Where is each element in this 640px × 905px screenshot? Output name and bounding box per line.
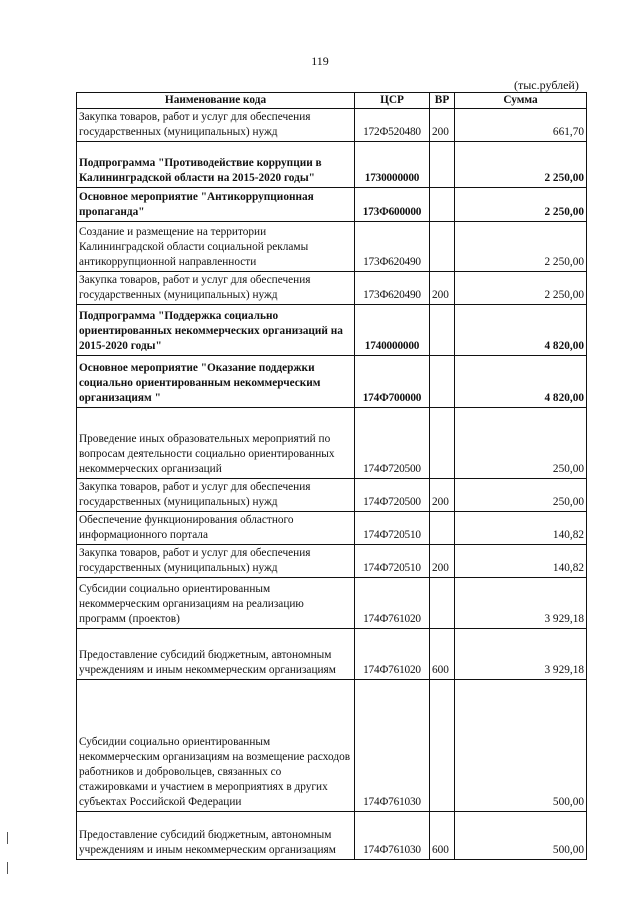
cell-name: Основное мероприятие "Оказание поддержки социально ориентированным некоммерческим организациям " — [77, 356, 355, 408]
cell-sum: 4 820,00 — [455, 305, 587, 356]
cell-csr: 174Ф700000 — [355, 356, 430, 408]
cell-csr: 1740000000 — [355, 305, 430, 356]
table-row — [77, 222, 587, 272]
table-row — [77, 629, 587, 680]
cell-csr: 174Ф761020 — [355, 629, 430, 680]
cell-name: Предоставление субсидий бюджетным, автономным учреждениям и иным некоммерческим организациям — [77, 812, 355, 860]
cell-csr: 174Ф720510 — [355, 545, 430, 578]
cell-csr: 172Ф520480 — [355, 109, 430, 142]
table-header-row — [77, 93, 587, 109]
cell-sum: 250,00 — [455, 479, 587, 512]
cell-vr — [430, 680, 455, 812]
cell-sum: 250,00 — [455, 408, 587, 479]
cell-name: Субсидии социально ориентированным некоммерческим организациям на реализацию программ (проектов) — [77, 578, 355, 629]
cell-csr: 173Ф620490 — [355, 272, 430, 305]
cell-name: Субсидии социально ориентированным некоммерческим организациям на возмещение расходов работников и добровольцев, связанных со стажировками и участием в мероприятиях в других субъектах Российской Федерации — [77, 680, 355, 812]
cell-name: Создание и размещение на территории Калининградской области социальной рекламы антикоррупционной направленности — [77, 222, 355, 272]
header-sum: Сумма — [455, 93, 587, 109]
cell-vr — [430, 408, 455, 479]
cell-sum: 140,82 — [455, 512, 587, 545]
table-row — [77, 188, 587, 222]
cell-vr: 200 — [430, 109, 455, 142]
cell-name: Подпрограмма "Поддержка социально ориентированных некоммерческих организаций на 2015-2020 годы" — [77, 305, 355, 356]
cell-sum: 4 820,00 — [455, 356, 587, 408]
table-row — [77, 272, 587, 305]
table-row — [77, 142, 587, 188]
table-row — [77, 512, 587, 545]
table-row — [77, 109, 587, 142]
units-label: (тыс.рублей) — [514, 78, 579, 92]
cell-csr: 1730000000 — [355, 142, 430, 188]
cell-vr: 200 — [430, 545, 455, 578]
table-row — [77, 356, 587, 408]
cell-sum: 2 250,00 — [455, 222, 587, 272]
table-row — [77, 479, 587, 512]
table-row — [77, 578, 587, 629]
cell-vr — [430, 305, 455, 356]
cell-vr — [430, 188, 455, 222]
cell-name: Закупка товаров, работ и услуг для обеспечения государственных (муниципальных) нужд — [77, 479, 355, 512]
margin-mark — [7, 862, 8, 874]
cell-sum: 140,82 — [455, 545, 587, 578]
cell-csr: 173Ф600000 — [355, 188, 430, 222]
cell-sum: 500,00 — [455, 680, 587, 812]
cell-csr: 174Ф720500 — [355, 408, 430, 479]
cell-sum: 3 929,18 — [455, 629, 587, 680]
cell-name: Подпрограмма "Противодействие коррупции в Калининградской области на 2015-2020 годы" — [77, 142, 355, 188]
cell-sum: 500,00 — [455, 812, 587, 860]
cell-vr — [430, 356, 455, 408]
table-row — [77, 545, 587, 578]
cell-vr: 600 — [430, 629, 455, 680]
cell-csr: 174Ф720510 — [355, 512, 430, 545]
cell-name: Проведение иных образовательных мероприятий по вопросам деятельности социально ориентированных некоммерческих организаций — [77, 408, 355, 479]
table-row — [77, 812, 587, 860]
cell-sum: 3 929,18 — [455, 578, 587, 629]
cell-csr: 174Ф720500 — [355, 479, 430, 512]
cell-vr: 600 — [430, 812, 455, 860]
cell-csr: 174Ф761020 — [355, 578, 430, 629]
cell-vr — [430, 578, 455, 629]
page-number: 119 — [311, 54, 329, 68]
cell-vr — [430, 142, 455, 188]
cell-name: Закупка товаров, работ и услуг для обеспечения государственных (муниципальных) нужд — [77, 545, 355, 578]
cell-vr — [430, 512, 455, 545]
cell-csr: 173Ф620490 — [355, 222, 430, 272]
cell-name: Закупка товаров, работ и услуг для обеспечения государственных (муниципальных) нужд — [77, 109, 355, 142]
table-row — [77, 680, 587, 812]
table-row — [77, 408, 587, 479]
cell-vr — [430, 222, 455, 272]
header-vr: ВР — [430, 93, 455, 109]
budget-table — [76, 92, 587, 860]
cell-name: Основное мероприятие "Антикоррупционная пропаганда" — [77, 188, 355, 222]
cell-csr: 174Ф761030 — [355, 680, 430, 812]
margin-mark — [7, 832, 8, 844]
header-name: Наименование кода — [77, 93, 355, 109]
cell-sum: 661,70 — [455, 109, 587, 142]
cell-vr: 200 — [430, 479, 455, 512]
header-csr: ЦСР — [355, 93, 430, 109]
cell-sum: 2 250,00 — [455, 142, 587, 188]
cell-name: Закупка товаров, работ и услуг для обеспечения государственных (муниципальных) нужд — [77, 272, 355, 305]
cell-sum: 2 250,00 — [455, 272, 587, 305]
cell-csr: 174Ф761030 — [355, 812, 430, 860]
cell-name: Обеспечение функционирования областного информационного портала — [77, 512, 355, 545]
table-row — [77, 305, 587, 356]
cell-name: Предоставление субсидий бюджетным, автономным учреждениям и иным некоммерческим организациям — [77, 629, 355, 680]
cell-vr: 200 — [430, 272, 455, 305]
cell-sum: 2 250,00 — [455, 188, 587, 222]
